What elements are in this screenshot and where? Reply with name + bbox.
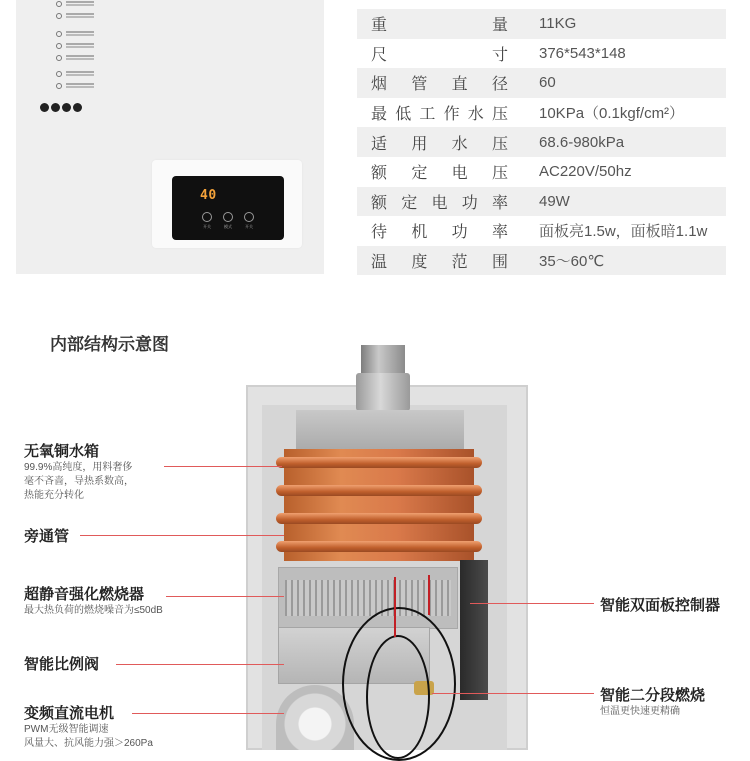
feature-icon xyxy=(56,42,116,52)
spec-row xyxy=(357,246,726,276)
display-button-label: 模式 xyxy=(224,224,232,229)
display-button-label: 开关 xyxy=(245,224,253,229)
copper-pipe xyxy=(276,457,482,468)
display-button-icon xyxy=(244,212,254,222)
product-spec-section xyxy=(0,0,750,300)
label-burner: 超静音强化燃烧器 最大热负荷的燃烧噪音为≤50dB xyxy=(24,586,163,616)
spec-row xyxy=(357,39,726,69)
display-button-icon xyxy=(223,212,233,222)
leader-line xyxy=(166,596,284,597)
feature-icon xyxy=(56,70,116,80)
spec-key: 最低工作水压 xyxy=(357,98,539,128)
spec-value: 60 xyxy=(539,68,726,98)
display-button-label: 开关 xyxy=(203,224,211,229)
leader-line xyxy=(164,466,282,467)
spec-table xyxy=(357,9,726,275)
spec-value: 10KPa（0.1kgf/cm²） xyxy=(539,98,726,128)
certification-icons xyxy=(40,103,82,112)
wire xyxy=(366,635,430,759)
spec-value: 面板亮1.5w，面板暗1.1w xyxy=(539,216,726,246)
label-controller: 智能双面板控制器 xyxy=(600,597,721,614)
leader-line xyxy=(132,713,284,714)
cert-icon xyxy=(73,103,82,112)
exhaust-hood xyxy=(296,410,464,452)
spec-row xyxy=(357,187,726,217)
spec-row xyxy=(357,127,726,157)
spec-row xyxy=(357,68,726,98)
spec-key: 额定电功率 xyxy=(357,187,539,217)
spec-value: 376*543*148 xyxy=(539,39,726,69)
spec-key: 待机功率 xyxy=(357,216,539,246)
controller-board xyxy=(460,560,488,700)
feature-icon xyxy=(56,54,116,64)
spec-row xyxy=(357,98,726,128)
leader-line xyxy=(470,603,594,604)
cert-icon xyxy=(40,103,49,112)
label-two-stage: 智能二分段燃烧 恒温更快速更精确 xyxy=(600,687,706,717)
cert-icon xyxy=(62,103,71,112)
spec-row xyxy=(357,9,726,39)
internal-structure-diagram xyxy=(246,345,528,750)
copper-pipe xyxy=(276,513,482,524)
control-display xyxy=(172,176,284,240)
label-bypass: 旁通管 xyxy=(24,528,70,545)
feature-icon-list xyxy=(56,0,116,94)
wire xyxy=(428,575,430,615)
spec-row xyxy=(357,157,726,187)
feature-icon xyxy=(56,12,116,22)
leader-line xyxy=(116,664,284,665)
feature-icon xyxy=(56,30,116,40)
spec-key: 重量 xyxy=(357,9,539,39)
cert-icon xyxy=(51,103,60,112)
spec-key: 温度范围 xyxy=(357,246,539,276)
spec-value: 68.6-980kPa xyxy=(539,127,726,157)
label-motor: 变频直流电机 PWM无级智能调速 风量大、抗风能力强＞260Pa xyxy=(24,705,153,749)
feature-icon xyxy=(56,0,116,10)
spec-value: 35～60℃ xyxy=(539,246,726,276)
spec-key: 适用水压 xyxy=(357,127,539,157)
wire xyxy=(394,577,396,637)
copper-pipe xyxy=(276,541,482,552)
spec-key: 尺寸 xyxy=(357,39,539,69)
spec-value: 49W xyxy=(539,187,726,217)
label-copper-box: 无氧铜水箱 99.9%高纯度，用料奢侈 毫不吝啬，导热系数高， 热能充分转化 xyxy=(24,443,134,501)
leader-line xyxy=(432,693,594,694)
label-valve: 智能比例阀 xyxy=(24,656,100,673)
display-button-icon xyxy=(202,212,212,222)
spec-value: 11KG xyxy=(539,9,726,39)
flue-collar xyxy=(356,373,410,411)
spec-key: 额定电压 xyxy=(357,157,539,187)
section-title: 内部结构示意图 xyxy=(50,335,169,354)
feature-icon xyxy=(56,82,116,92)
spec-key: 烟管直径 xyxy=(357,68,539,98)
copper-pipe xyxy=(276,485,482,496)
spec-value: AC220V/50hz xyxy=(539,157,726,187)
leader-line xyxy=(80,535,284,536)
spec-row xyxy=(357,216,726,246)
display-temperature: 40 xyxy=(200,188,217,203)
